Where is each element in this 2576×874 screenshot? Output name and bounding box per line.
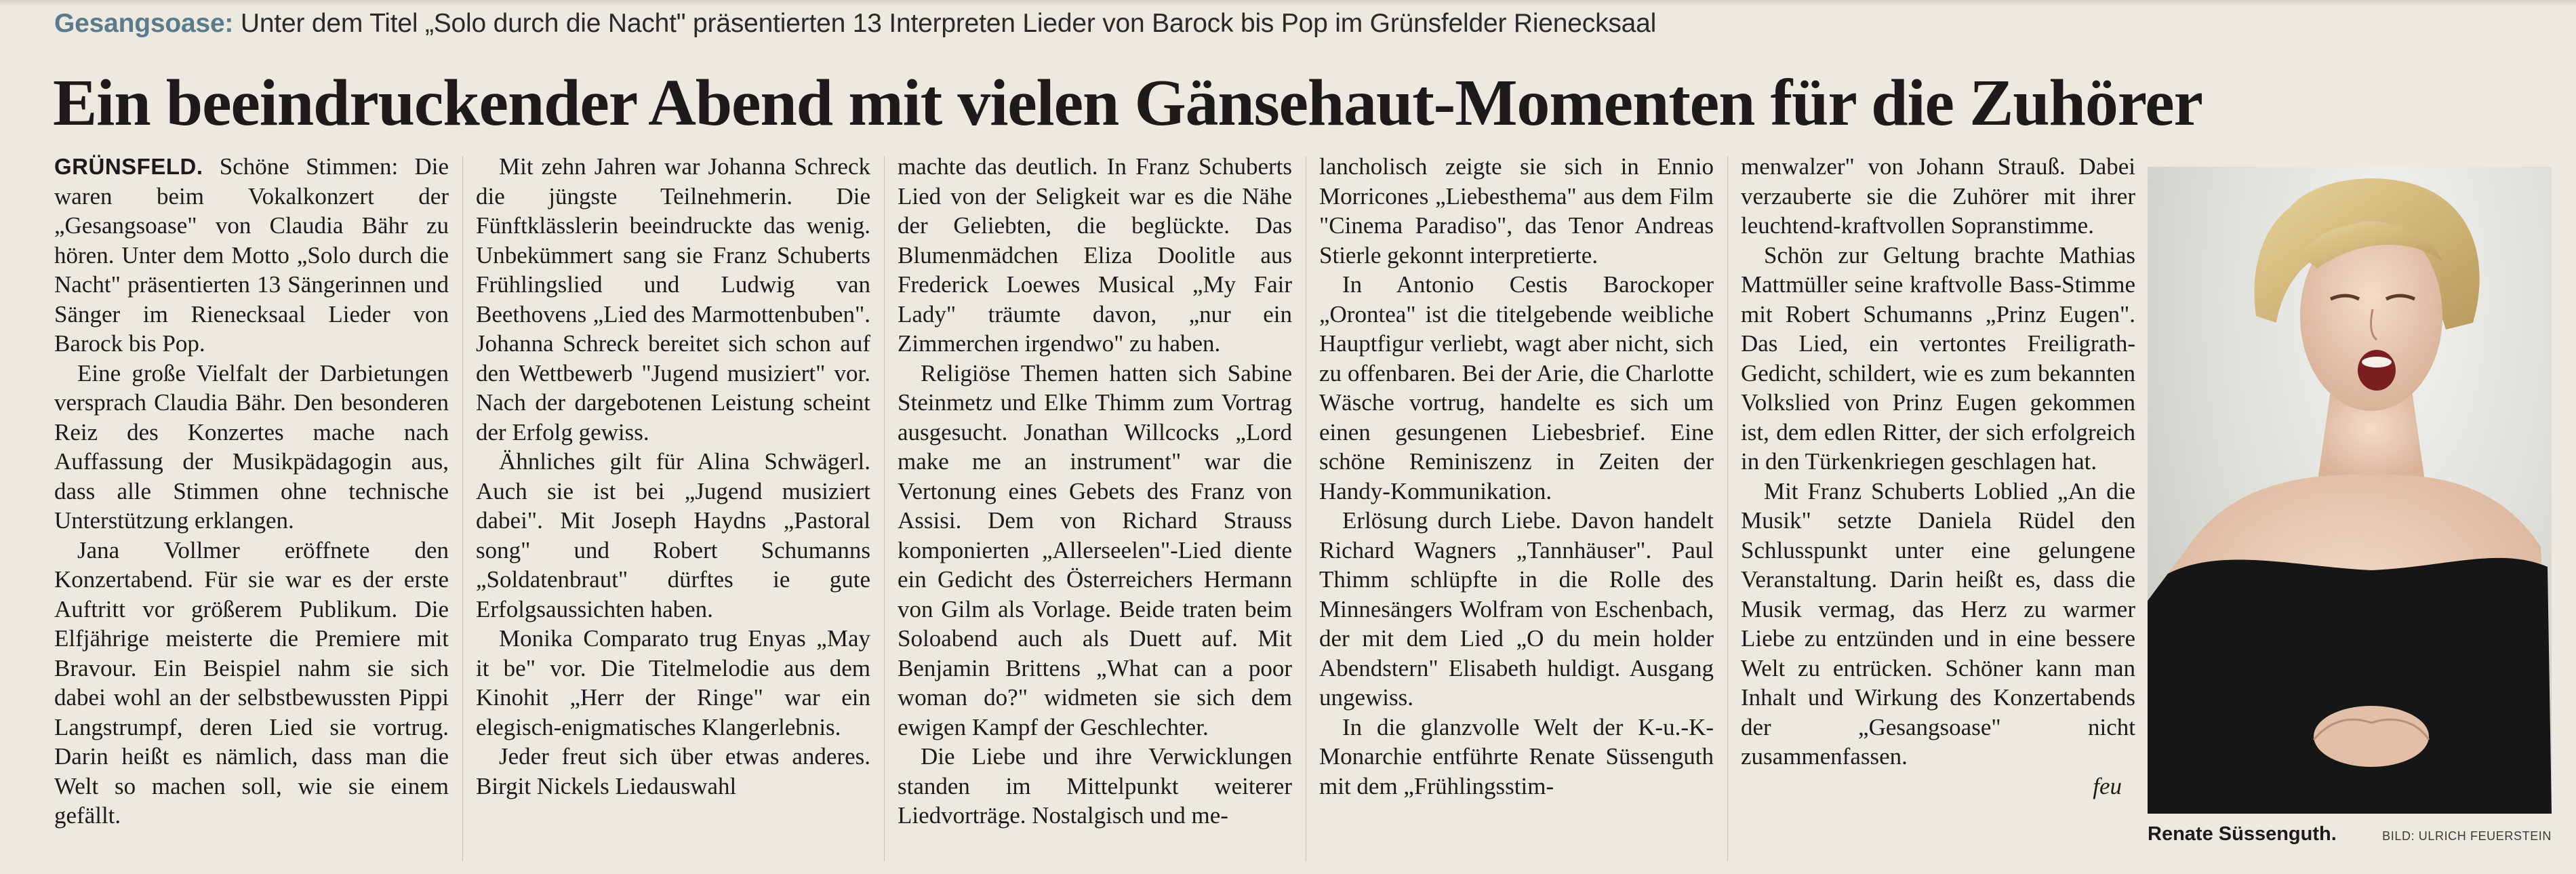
article-column-3 xyxy=(898,152,1292,871)
paragraph: Ähnliches gilt für Alina Schwägerl. Auch sie ist bei „Jugend musiziert dabei". Mit Joseph Haydns „Pastoral song" und Robert Schumanns „Soldatenbraut" dürftes ie gute Erfolgsaussichten haben. xyxy=(476,448,870,622)
author-signoff: feu xyxy=(2093,772,2122,799)
photo-caption-row xyxy=(2148,823,2552,856)
article-body xyxy=(54,152,2156,871)
photo-credit: BILD: ULRICH FEUERSTEIN xyxy=(2382,829,2552,843)
article-column-5 xyxy=(1741,152,2135,871)
kicker-text: Unter dem Titel „Solo durch die Nacht" präsentierten 13 Interpreten Lieder von Barock bis Pop im Grünsfelder Rienecksaal xyxy=(240,9,1657,38)
paragraph: machte das deutlich. In Franz Schuberts Lied von der Seligkeit war es die Nähe der Geliebten, die beglückte. Das Blumenmädchen Eliza Doolitle aus Frederick Loewes Musical „My Fair Lady" träumte davon, „nur ein Zimmerchen irgendwo" zu haben. xyxy=(898,153,1292,357)
headline: Ein beeindruckender Abend mit vielen Gänsehaut-Momenten für die Zuhörer xyxy=(53,66,2202,140)
paragraph: Erlösung durch Liebe. Davon handelt Richard Wagners „Tannhäuser". Paul Thimm schlüpfte in die Rolle des Minnesängers Wolfram von Eschenbach, der mit dem Lied „O du mein holder Abendstern" Elisabeth huldigt. Ausgang ungewiss. xyxy=(1319,507,1714,711)
paragraph: In die glanzvolle Welt der K-u.-K-Monarchie entführte Renate Süssenguth mit dem „Frühlingsstim- xyxy=(1319,713,1714,799)
paragraph: GRÜNSFELD. Schöne Stimmen: Die waren beim Vokalkonzert der „Gesangsoase" von Claudia Bähr zu hören. Unter dem Motto „Solo durch die Nacht" präsentierten 13 Sängerinnen und Sänger im Rienecksaal Lieder von Barock bis Pop. xyxy=(54,153,449,357)
paragraph: In Antonio Cestis Barockoper „Orontea" ist die titelgebende weibliche Hauptfigur verliebt, wagt aber nicht, sich zu offenbaren. Bei der Arie, die Charlotte Wäsche vortrug, handelte es sich um einen gesungenen Liebesbrief. Eine schöne Reminiszenz in Zeiten der Handy-Kommunikation. xyxy=(1319,271,1714,504)
photo-caption: Renate Süssenguth. xyxy=(2148,823,2337,845)
article-column-4 xyxy=(1319,152,1714,871)
paragraph: Jeder freut sich über etwas anderes. Birgit Nickels Liedauswahl xyxy=(476,743,870,799)
article-column-1 xyxy=(54,152,449,871)
singer-illustration xyxy=(2148,167,2552,814)
paragraph: Eine große Vielfalt der Darbietungen versprach Claudia Bähr. Den besonderen Reiz des Konzertes mache nach Auffassung der Musikpädagogin aus, dass alle Stimmen ohne technische Unterstützung erklangen. xyxy=(54,359,449,534)
paragraph: Religiöse Themen hatten sich Sabine Steinmetz und Elke Thimm zum Vortrag ausgesucht. Jonathan Willcocks „Lord make me an instrument" war die Vertonung eines Gebets des Franz von Assisi. Dem von Richard Strauss komponierten „Allerseelen"-Lied diente ein Gedicht des Österreichers Hermann von Gilm als Vorlage. Beide traten beim Soloabend auch als Duett auf. Mit Benjamin Brittens „What can a poor woman do?" widmeten sie sich dem ewigen Kampf der Geschlechter. xyxy=(898,359,1292,740)
paragraph: Die Liebe und ihre Verwicklungen standen im Mittelpunkt weiterer Liedvorträge. Nostalgisch und me- xyxy=(898,743,1292,829)
paragraph: Mit zehn Jahren war Johanna Schreck die jüngste Teilnehmerin. Die Fünftklässlerin beeindruckte das wenig. Unbekümmert sang sie Franz Schuberts Frühlingslied und Ludwig van Beethovens „Lied des Marmottenbuben". Johanna Schreck bereitet sich schon auf den Wettbewerb "Jugend musiziert" vor. Nach der dargebotenen Leistung scheint der Erfolg gewiss. xyxy=(476,153,870,445)
kicker-label: Gesangsoase: xyxy=(54,9,234,38)
paragraph: Monika Comparato trug Enyas „May it be" vor. Die Titelmelodie aus dem Kinohit „Herr der Ringe" war ein elegisch-enigmatisches Klangerlebnis. xyxy=(476,625,870,740)
paragraph: Jana Vollmer eröffnete den Konzertabend. Für sie war es der erste Auftritt vor größerem Publikum. Die Elfjährige meisterte die Premiere mit Bravour. Ein Beispiel nahm sie sich dabei wohl an der selbstbewussten Pippi Langstrumpf, deren Lied sie vortrug. Darin heißt es nämlich, dass man die Welt so machen soll, wie sie einem gefällt. xyxy=(54,536,449,829)
paragraph: Schön zur Geltung brachte Mathias Mattmüller seine kraftvolle Bass-Stimme mit Robert Schumanns „Prinz Eugen". Das Lied, ein vertontes Freiligrath-Gedicht, schildert, wie es zum bekannten Volkslied von Prinz Eugen gekommen ist, dem edlen Ritter, der sich erfolgreich in den Türkenkriegen geschlagen hat. xyxy=(1741,241,2135,475)
paragraph: Mit Franz Schuberts Loblied „An die Musik" setzte Daniela Rüdel den Schlusspunkt unter eine gelungene Veranstaltung. Darin heißt es, dass die Musik vermag, das Herz zu warmer Liebe zu entzünden und in eine bessere Welt zu entrücken. Schöner kann man Inhalt und Wirkung des Konzertabends der „Gesangsoase" nicht zusammenfassen. xyxy=(1741,477,2135,770)
paragraph: lancholisch zeigte sie sich in Ennio Morricones „Liebesthema" aus dem Film "Cinema Paradiso", das Tenor Andreas Stierle gekonnt interpretierte. xyxy=(1319,153,1714,269)
paragraph: menwalzer" von Johann Strauß. Dabei verzauberte sie die Zuhörer mit ihrer leuchtend-kraftvollen Sopranstimme. xyxy=(1741,153,2135,239)
singer-photo xyxy=(2148,167,2552,814)
kicker-line xyxy=(54,4,2522,43)
dateline: GRÜNSFELD. xyxy=(54,154,203,179)
article-column-2 xyxy=(476,152,870,871)
